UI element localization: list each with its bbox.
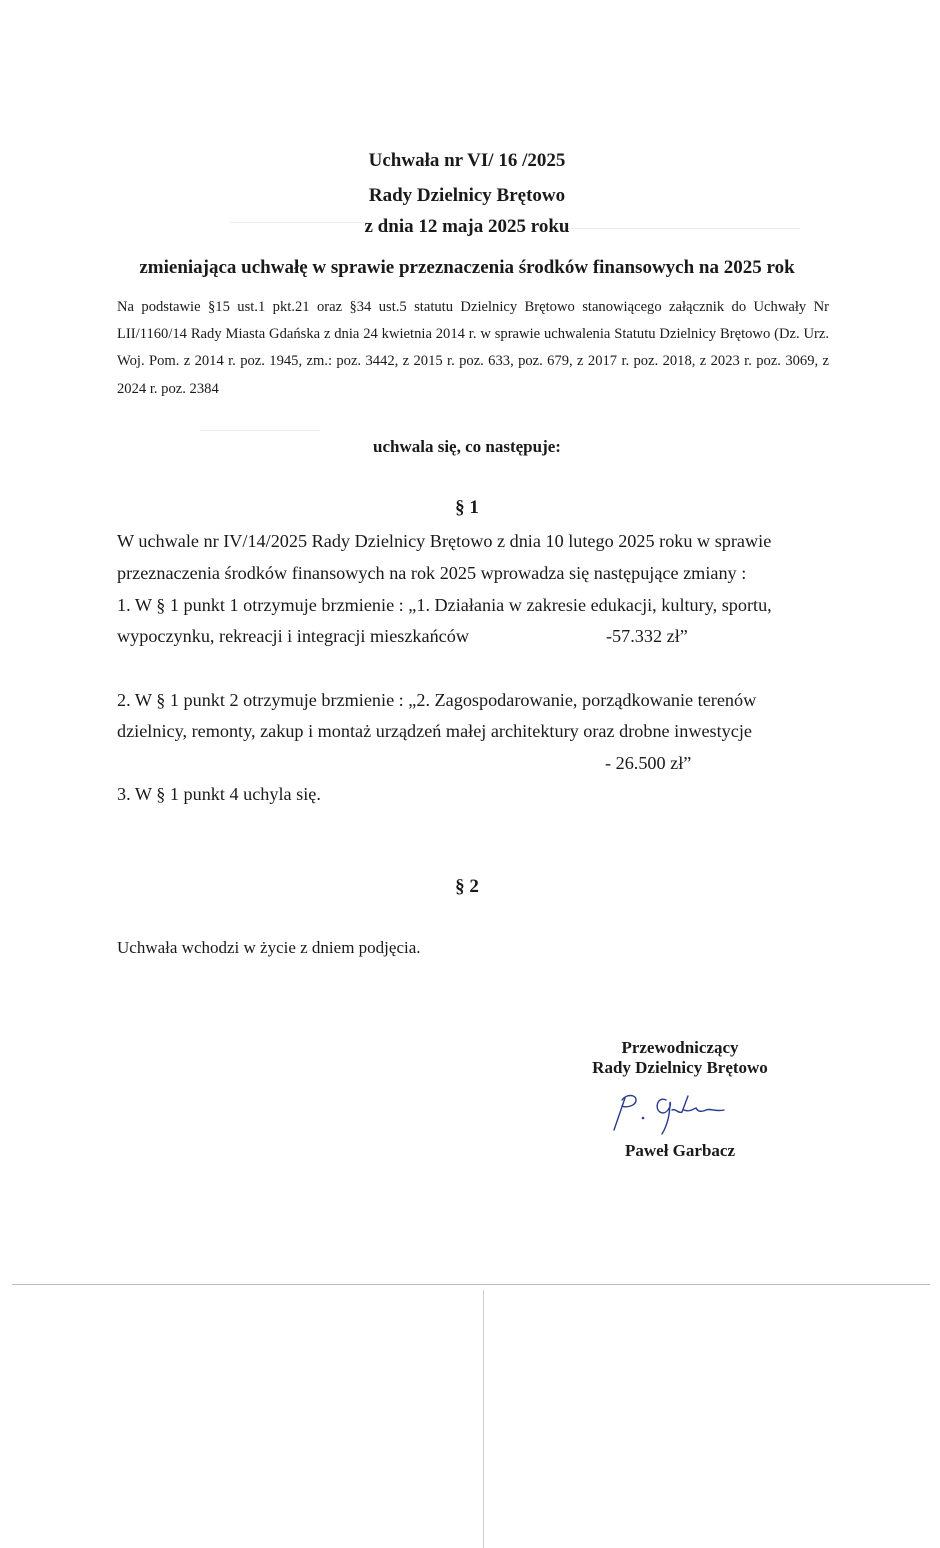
signatory-body: Rady Dzielnicy Brętowo xyxy=(592,1058,768,1077)
page-fold-vertical xyxy=(483,1290,484,1548)
resolution-subject: zmieniająca uchwałę w sprawie przeznaczenia środków finansowych na 2025 rok xyxy=(139,257,795,278)
legal-basis: Na podstawie §15 ust.1 pkt.21 oraz §34 ust.5 statutu Dzielnicy Brętowo stanowiącego załącznik do Uchwały Nr LII/1160/14 Rady Miasta Gdańska z dnia 24 kwietnia 2014 r. w sprawie uchwalenia Statutu Dzielnicy Brętowo (Dz. Urz. Woj. Pom. z 2014 r. poz. 1945, zm.: poz. 3442, z 2015 r. poz. 633, poz. 679, z 2017 r. poz. 2018, z 2023 r. poz. 3069, z 2024 r. poz. 2384 xyxy=(117,299,829,397)
amendment-item-1-amount: -57.332 zł” xyxy=(606,626,688,646)
section-1-intro-line-2: przeznaczenia środków finansowych na rok 2025 wprowadza się następujące zmiany : xyxy=(117,563,747,583)
amendment-item-2-amount: - 26.500 zł” xyxy=(605,753,692,773)
amendment-item-3: 3. W § 1 punkt 4 uchyla się. xyxy=(117,784,321,804)
section-2-mark: § 2 xyxy=(455,876,479,897)
resolution-title: Uchwała nr VI/ 16 /2025 xyxy=(368,150,566,171)
resolves-heading: uchwala się, co następuje: xyxy=(373,437,561,456)
resolution-date: z dnia 12 maja 2025 roku xyxy=(364,216,570,237)
signatory-role: Przewodniczący xyxy=(621,1038,739,1057)
section-1-mark: § 1 xyxy=(455,497,479,518)
amendment-item-1-line-1: 1. W § 1 punkt 1 otrzymuje brzmienie : „1. Działania w zakresie edukacji, kultury, sportu, xyxy=(117,595,772,615)
page-fold-horizontal xyxy=(12,1284,930,1285)
amendment-item-1-line-2: wypoczynku, rekreacji i integracji mieszkańców xyxy=(117,626,469,646)
section-1-intro-line-1: W uchwale nr IV/14/2025 Rady Dzielnicy Brętowo z dnia 10 lutego 2025 roku w sprawie xyxy=(117,531,772,551)
section-2-text: Uchwała wchodzi w życie z dniem podjęcia. xyxy=(117,938,421,957)
signatory-name: Paweł Garbacz xyxy=(625,1141,735,1160)
council-name: Rady Dzielnicy Brętowo xyxy=(368,185,566,206)
scan-noise xyxy=(200,430,320,431)
handwritten-signature xyxy=(600,1088,750,1138)
amendment-item-2-line-1: 2. W § 1 punkt 2 otrzymuje brzmienie : „2. Zagospodarowanie, porządkowanie terenów xyxy=(117,690,757,710)
amendment-item-2-line-2: dzielnicy, remonty, zakup i montaż urządzeń małej architektury oraz drobne inwestycje xyxy=(117,721,752,741)
